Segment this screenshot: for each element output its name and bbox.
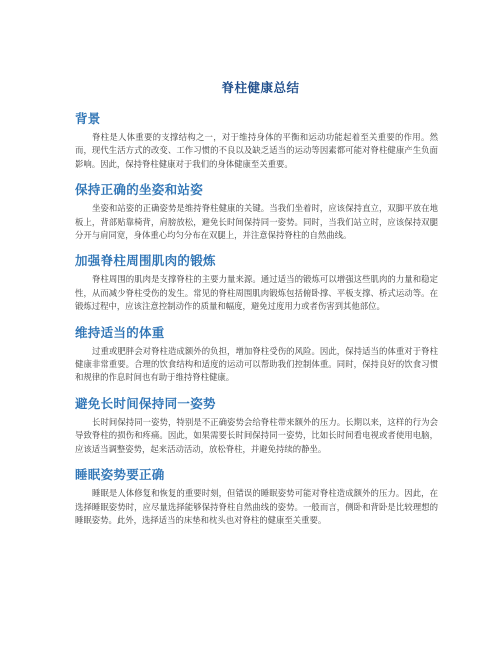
- section-paragraph: 睡眠是人体修复和恢复的重要时刻，但错误的睡眠姿势可能对脊柱造成额外的压力。因此，在选择睡眠姿势时，应尽量选择能够保持脊柱自然曲线的姿势。一般而言，侧卧和背卧是比较理想的睡眠姿势。此外，选择适当的床垫和枕头也对脊柱的健康至关重要。: [75, 488, 438, 525]
- section-paragraph: 过重或肥胖会对脊柱造成额外的负担，增加脊柱受伤的风险。因此，保持适当的体重对于脊柱健康非常重要。合理的饮食结构和适度的运动可以帮助我们控制体重。同时，保持良好的饮食习惯和规律的作息时间也有助于维持脊柱健康。: [75, 345, 438, 383]
- section-heading: 保持正确的坐姿和站姿: [75, 182, 204, 198]
- section-paragraph: 长时间保持同一姿势，特别是不正确姿势会给脊柱带来额外的压力。长期以来，这样的行为会导致脊柱的损伤和疼痛。因此，如果需要长时间保持同一姿势，比如长时间看电视或者使用电脑，应该适当调整姿势，起来活动活动，放松脊柱，并避免持续的静坐。: [75, 416, 438, 454]
- section-paragraph: 脊柱周围的肌肉是支撑脊柱的主要力量来源。通过适当的锻炼可以增强这些肌肉的力量和稳定性，从而减少脊柱受伤的发生。常见的脊柱周围肌肉锻炼包括俯卧撑、平板支撑、桥式运动等。在锻炼过程中，应该注意控制动作的质量和幅度，避免过度用力或者伤害到其他部位。: [75, 274, 438, 312]
- section-posture: [75, 180, 438, 242]
- section-muscle-exercise: [75, 251, 438, 313]
- section-heading: 避免长时间保持同一姿势: [75, 395, 216, 411]
- section-weight: [75, 323, 438, 385]
- section-paragraph: 坐姿和站姿的正确姿势是维持脊柱健康的关键。当我们坐着时，应该保持直立，双脚平放在地板上，背部贴靠椅背，肩膀放松，避免长时间保持同一姿势。同时，当我们站立时，应该保持双腿分开与肩同宽，身体重心均匀分布在双腿上，并注意保持脊柱的自然曲线。: [75, 203, 438, 241]
- section-sleep-posture: [75, 465, 438, 527]
- section-heading: 背景: [75, 111, 101, 126]
- section-paragraph: 脊柱是人体重要的支撑结构之一，对于维持身体的平衡和运动功能起着至关重要的作用。然而，现代生活方式的改变、工作习惯的不良以及缺乏适当的运动等因素都可能对脊柱健康产生负面影响。因此，保持脊柱健康对于我们的身体健康至关重要。: [75, 132, 438, 169]
- section-heading: 睡眠姿势要正确: [75, 467, 165, 483]
- section-heading: 维持适当的体重: [75, 324, 165, 340]
- section-background: [75, 109, 438, 171]
- document-title: 脊柱健康总结: [221, 80, 300, 95]
- section-avoid-static-posture: [75, 394, 438, 456]
- section-heading: 加强脊柱周围肌肉的锻炼: [75, 253, 216, 269]
